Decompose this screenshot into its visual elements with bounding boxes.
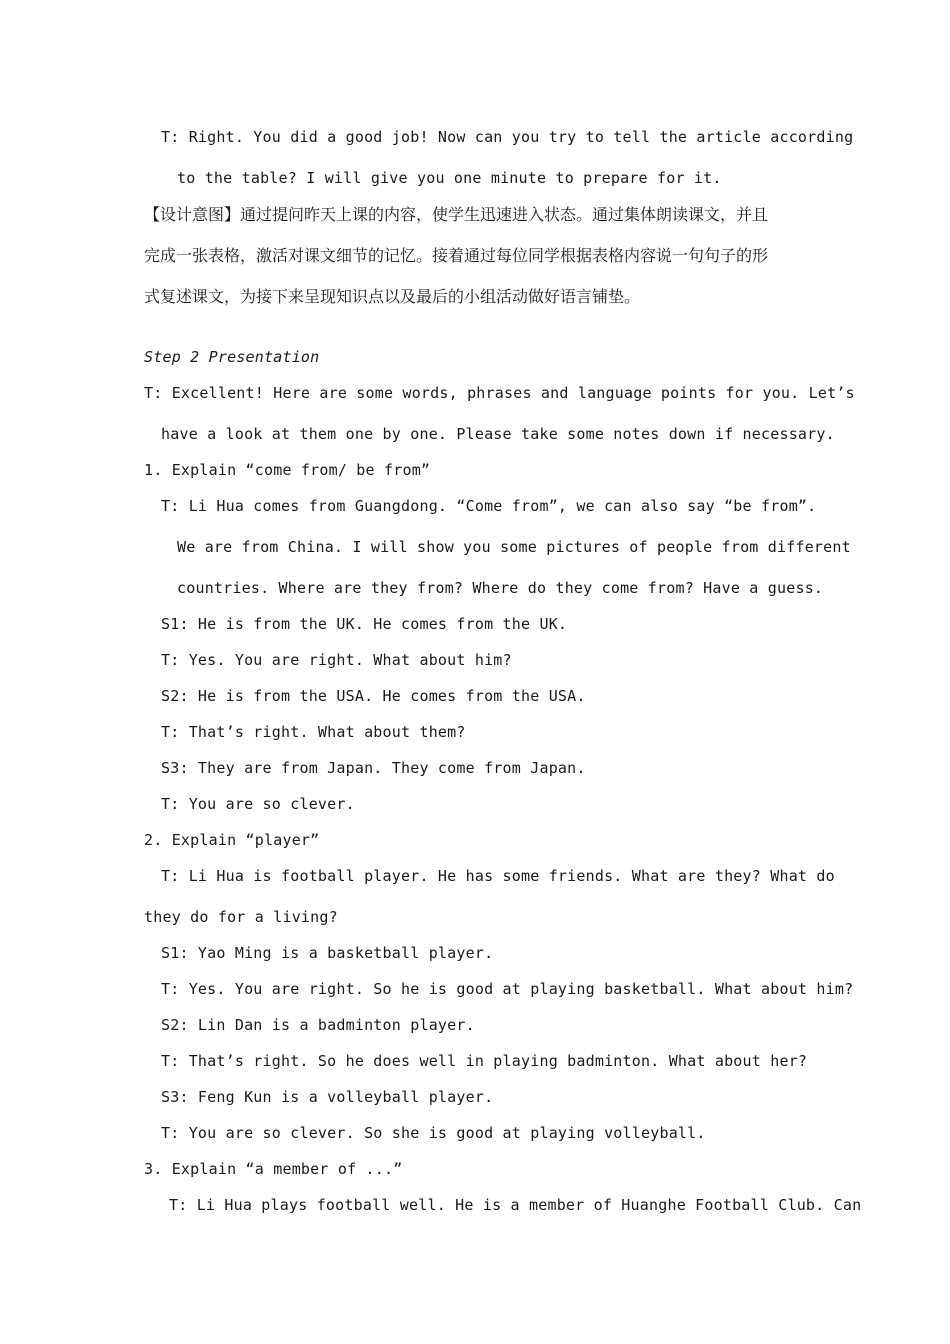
point2-dialogue-line-5: S3: Feng Kun is a volleyball player.	[161, 1088, 494, 1106]
point1-dialogue-line-1: S1: He is from the UK. He comes from the UK.	[161, 615, 568, 633]
point1-title: 1. Explain “come from/ be from”	[144, 461, 431, 479]
point2-teacher-line-2: they do for a living?	[144, 908, 338, 926]
point2-dialogue-line-4: T: That’s right. So he does well in playing badminton. What about her?	[161, 1052, 808, 1070]
step1-teacher-line-1: T: Right. You did a good job! Now can you try to tell the article according	[161, 128, 854, 146]
point1-dialogue-line-4: T: That’s right. What about them?	[161, 723, 466, 741]
point1-teacher-line-1: T: Li Hua comes from Guangdong. “Come from”, we can also say “be from”.	[161, 497, 817, 515]
step2-heading: Step 2 Presentation	[144, 348, 320, 366]
point1-dialogue-line-6: T: You are so clever.	[161, 795, 355, 813]
step1-teacher-line-2: to the table? I will give you one minute to prepare for it.	[177, 169, 722, 187]
step2-intro-line-2: have a look at them one by one. Please take some notes down if necessary.	[161, 425, 835, 443]
design-intent-line-2: 完成一张表格，激活对课文细节的记忆。接着通过每位同学根据表格内容说一句句子的形	[144, 246, 769, 265]
point1-teacher-line-3: countries. Where are they from? Where do they come from? Have a guess.	[177, 579, 824, 597]
point3-title: 3. Explain “a member of ...”	[144, 1160, 403, 1178]
design-intent-line-1: 【设计意图】通过提问昨天上课的内容，使学生迅速进入状态。通过集体朗读课文，并且	[144, 205, 769, 224]
point1-dialogue-line-3: S2: He is from the USA. He comes from the USA.	[161, 687, 586, 705]
point1-dialogue-line-2: T: Yes. You are right. What about him?	[161, 651, 512, 669]
design-intent-line-3: 式复述课文，为接下来呈现知识点以及最后的小组活动做好语言铺垫。	[144, 287, 641, 306]
point1-dialogue-line-5: S3: They are from Japan. They come from Japan.	[161, 759, 586, 777]
point1-teacher-line-2: We are from China. I will show you some pictures of people from different	[177, 538, 851, 556]
step2-intro-line-1: T: Excellent! Here are some words, phrases and language points for you. Let’s	[144, 384, 855, 402]
point3-teacher-line-1: T: Li Hua plays football well. He is a member of Huanghe Football Club. Can	[169, 1196, 862, 1214]
point2-teacher-line-1: T: Li Hua is football player. He has some friends. What are they? What do	[161, 867, 835, 885]
point2-dialogue-line-1: S1: Yao Ming is a basketball player.	[161, 944, 494, 962]
point2-title: 2. Explain “player”	[144, 831, 320, 849]
point2-dialogue-line-3: S2: Lin Dan is a badminton player.	[161, 1016, 475, 1034]
point2-dialogue-line-2: T: Yes. You are right. So he is good at playing basketball. What about him?	[161, 980, 854, 998]
point2-dialogue-line-6: T: You are so clever. So she is good at playing volleyball.	[161, 1124, 706, 1142]
